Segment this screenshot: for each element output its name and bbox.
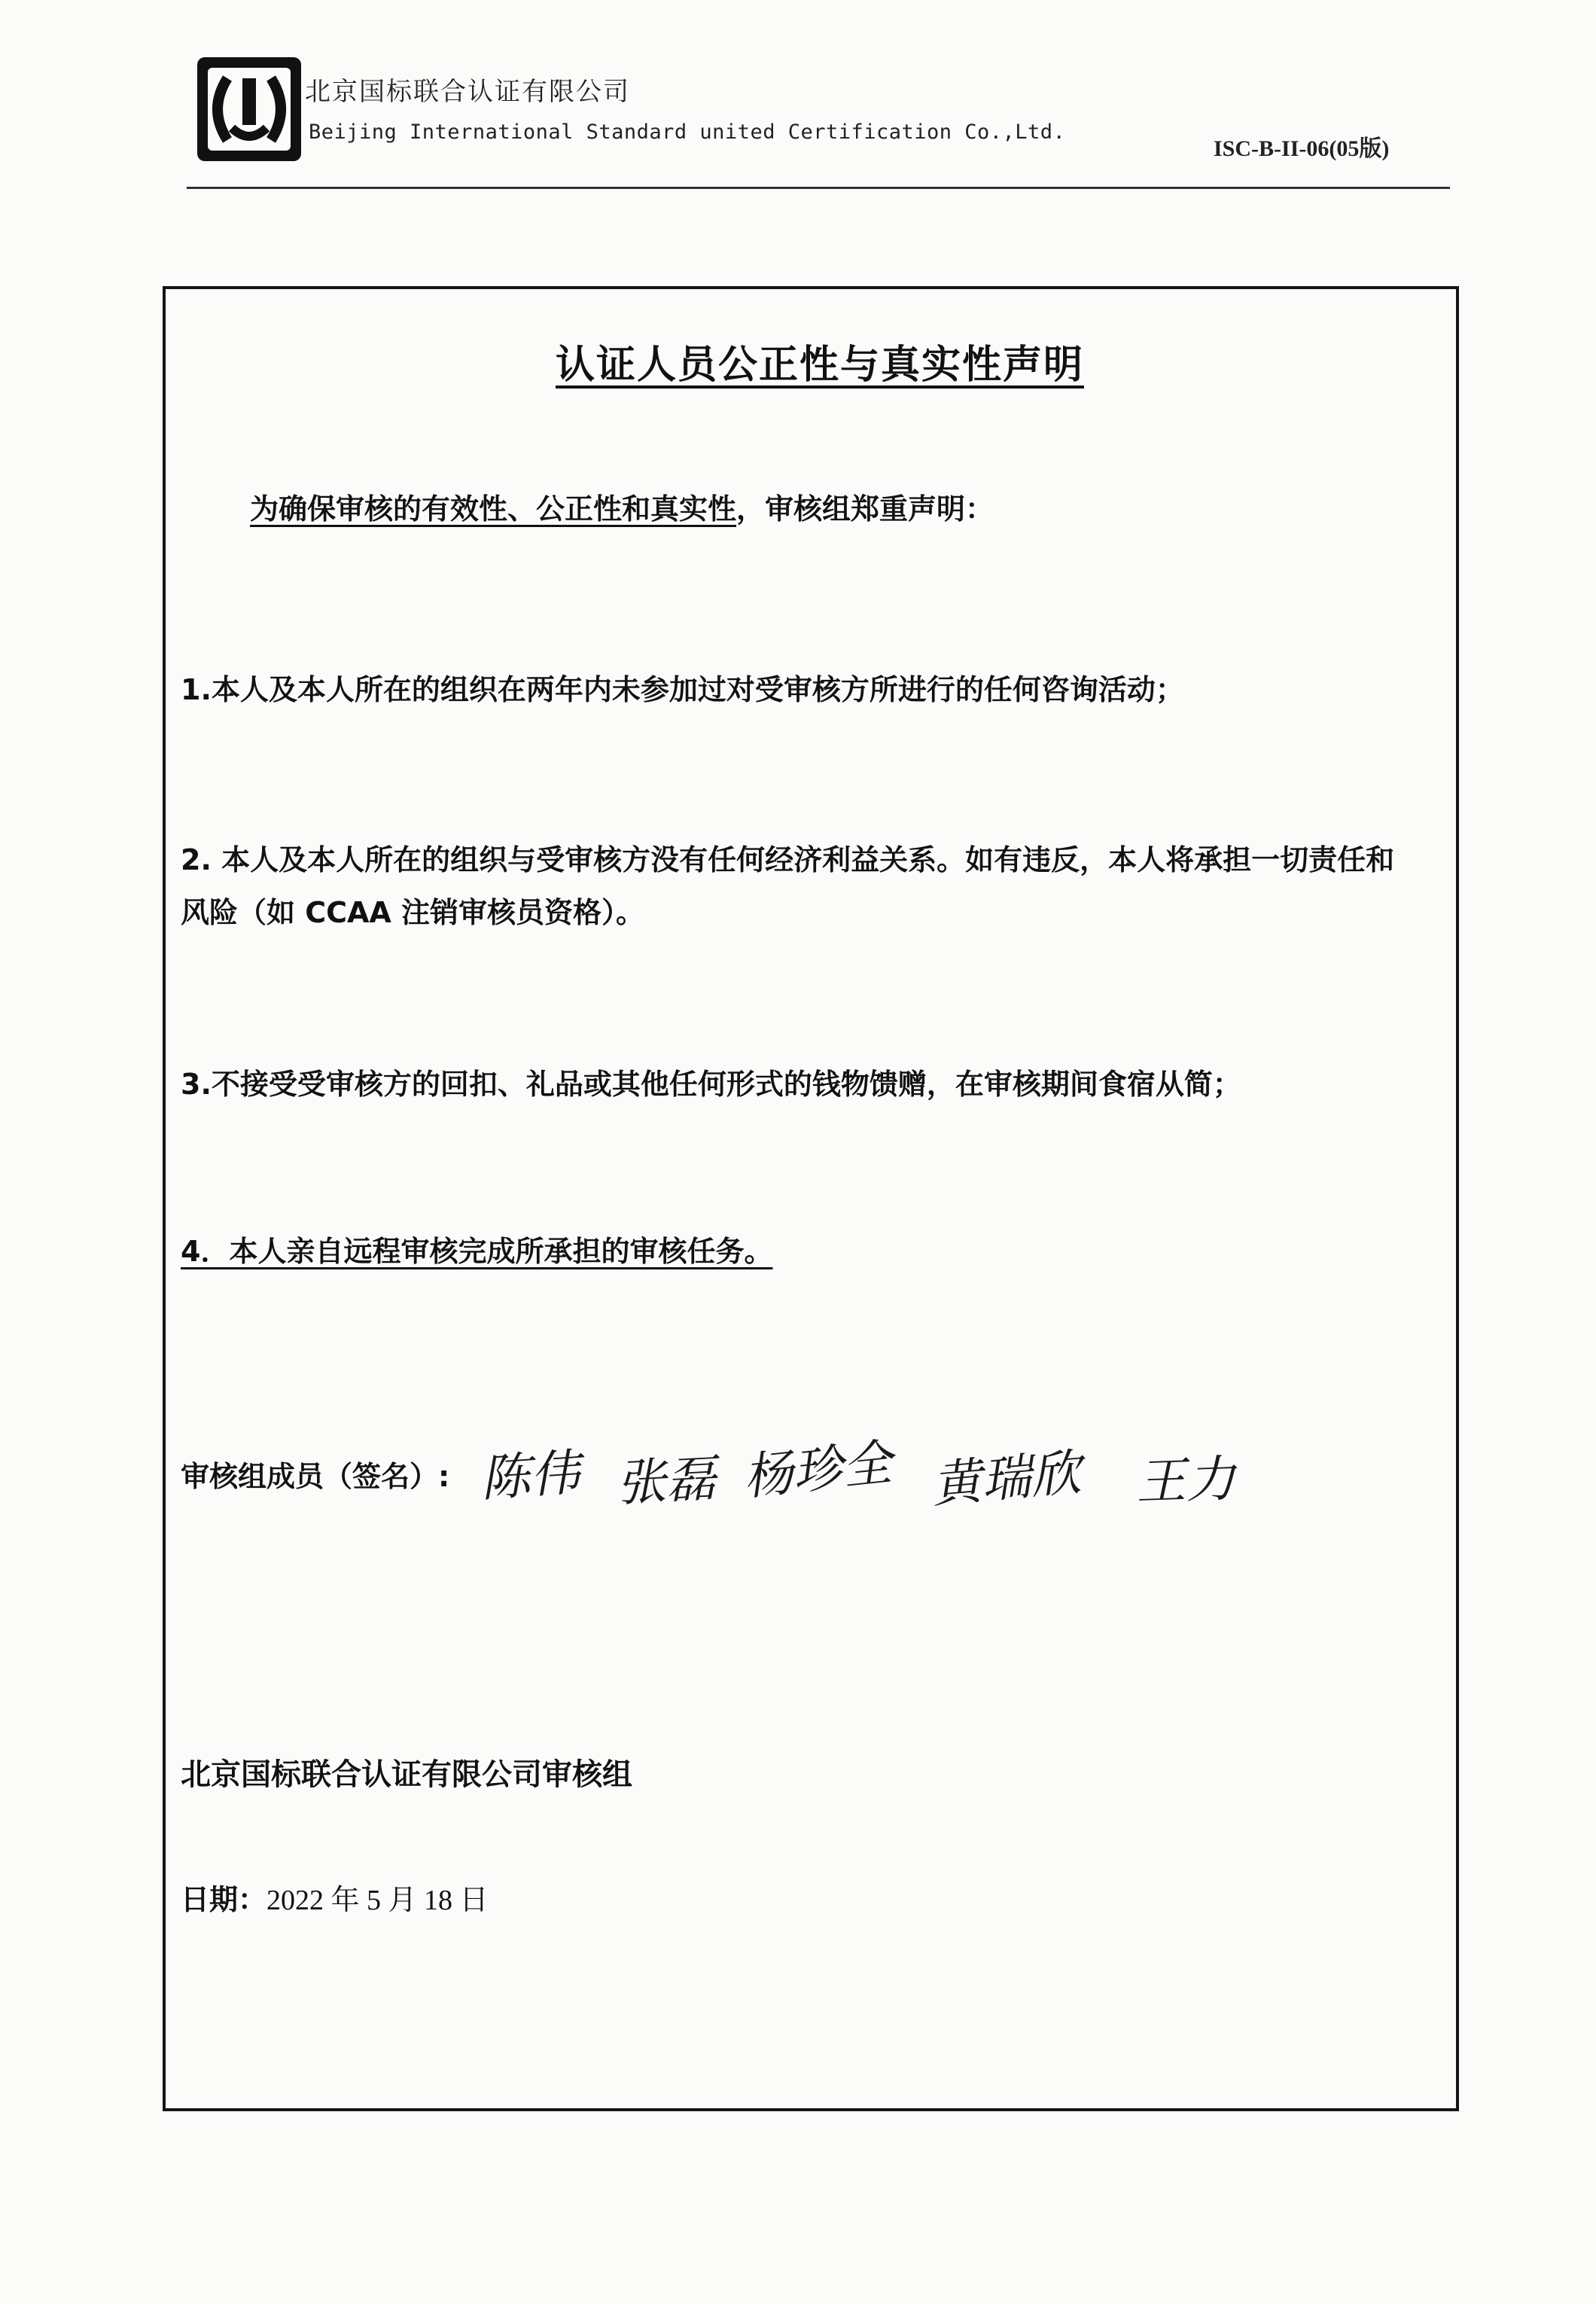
header-divider [187, 187, 1450, 189]
page-title: 认证人员公正性与真实性声明 [556, 343, 1085, 388]
intro-underlined: 为确保审核的有效性、公正性和真实性 [250, 492, 737, 526]
item-2-continued: 风险（如 CCAA 注销审核员资格）。 [181, 896, 645, 929]
signature-2: 张磊 [614, 1449, 717, 1513]
signature-label: 审核组成员（签名）: [181, 1460, 450, 1493]
item-1: 1.本人及本人所在的组织在两年内未参加过对受审核方所进行的任何咨询活动； [181, 673, 1184, 706]
company-name-en: Beijing International Standard united Certification Co.,Ltd. [309, 120, 1066, 144]
date-value: 2022 年 5 月 18 日 [267, 1885, 489, 1916]
item-4: 4．本人亲自远程审核完成所承担的审核任务。 [181, 1235, 773, 1268]
date-line [181, 1876, 489, 1918]
signature-4: 黄瑞欣 [929, 1443, 1083, 1514]
date-label: 日期： [181, 1883, 267, 1916]
signature-5: 王力 [1135, 1449, 1237, 1511]
declaration-frame [163, 286, 1459, 2111]
signature-1: 陈伟 [478, 1443, 582, 1508]
audit-team-org: 北京国标联合认证有限公司审核组 [181, 1757, 632, 1792]
company-logo [197, 57, 301, 161]
intro-rest: ，审核组郑重声明： [736, 492, 994, 526]
item-3: 3.不接受受审核方的回扣、礼品或其他任何形式的钱物馈赠，在审核期间食宿从简； [181, 1068, 1241, 1101]
company-name-cn: 北京国标联合认证有限公司 [305, 77, 630, 107]
item-2: 2. 本人及本人所在的组织与受审核方没有任何经济利益关系。如有违反，本人将承担一切责任和 [181, 843, 1395, 876]
intro-paragraph [250, 482, 994, 536]
handwritten-signatures [474, 1427, 1302, 1540]
signature-3: 杨珍全 [740, 1433, 895, 1507]
form-code: ISC-B-II-06(05版) [1214, 136, 1390, 161]
